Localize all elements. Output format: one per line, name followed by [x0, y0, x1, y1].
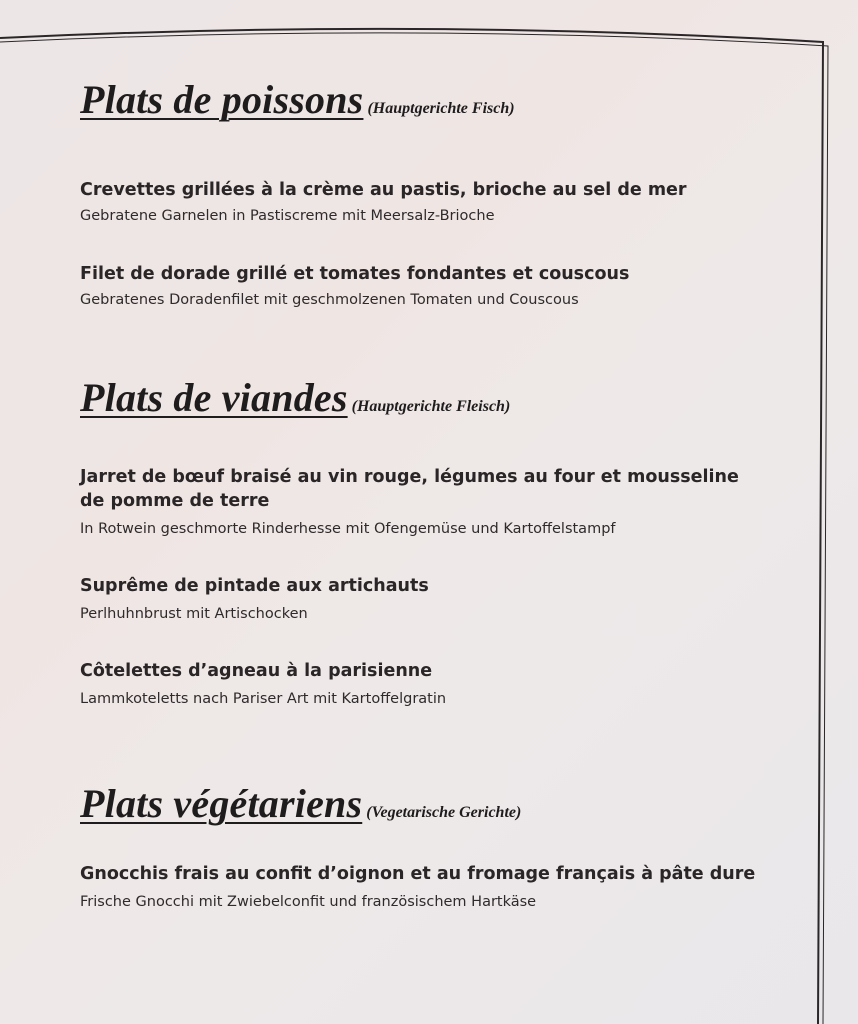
- section-heading: [80, 780, 800, 827]
- section-title: Plats végétariens: [80, 781, 363, 826]
- dish-item: [80, 659, 800, 709]
- dish-name-french: Gnocchis frais au confit d’oignon et au fromage français à pâte dure: [80, 864, 756, 884]
- section-heading: [80, 76, 800, 123]
- section-heading: [80, 374, 800, 421]
- dish-item: [80, 574, 800, 624]
- dish-name-french: Filet de dorade grillé et tomates fondantes et couscous: [80, 264, 630, 284]
- dish-name-german: Perlhuhnbrust mit Artischocken: [80, 606, 308, 622]
- section-subtitle: (Hauptgerichte Fleisch): [351, 398, 511, 415]
- section-meat: [80, 374, 800, 421]
- dish-item: [80, 178, 800, 226]
- dish-name-french: Côtelettes d’agneau à la parisienne: [80, 661, 433, 681]
- dish-item: [80, 862, 800, 912]
- section-fish: [80, 76, 800, 123]
- dish-name-french: Crevettes grillées à la crème au pastis, brioche au sel de mer: [80, 180, 687, 200]
- section-title: Plats de viandes: [80, 375, 348, 420]
- dish-item: [80, 465, 740, 539]
- dish-name-german: Lammkoteletts nach Pariser Art mit Kartoffelgratin: [80, 691, 447, 707]
- section-vegetarian: [80, 780, 800, 827]
- dish-name-german: In Rotwein geschmorte Rinderhesse mit Ofengemüse und Kartoffelstampf: [80, 521, 616, 537]
- dish-name-german: Gebratene Garnelen in Pastiscreme mit Meersalz-Brioche: [80, 208, 495, 224]
- section-subtitle: (Vegetarische Gerichte): [366, 804, 522, 821]
- dish-name-german: Gebratenes Doradenfilet mit geschmolzenen Tomaten und Couscous: [80, 292, 579, 308]
- dish-name-french: Jarret de bœuf braisé au vin rouge, légumes au four et mousseline de pomme de terre: [80, 467, 739, 511]
- dish-item: [80, 262, 800, 310]
- dish-name-french: Suprême de pintade aux artichauts: [80, 576, 429, 596]
- dish-name-german: Frische Gnocchi mit Zwiebelconfit und französischem Hartkäse: [80, 894, 537, 910]
- section-title: Plats de poissons: [80, 77, 364, 122]
- section-subtitle: (Hauptgerichte Fisch): [367, 100, 515, 117]
